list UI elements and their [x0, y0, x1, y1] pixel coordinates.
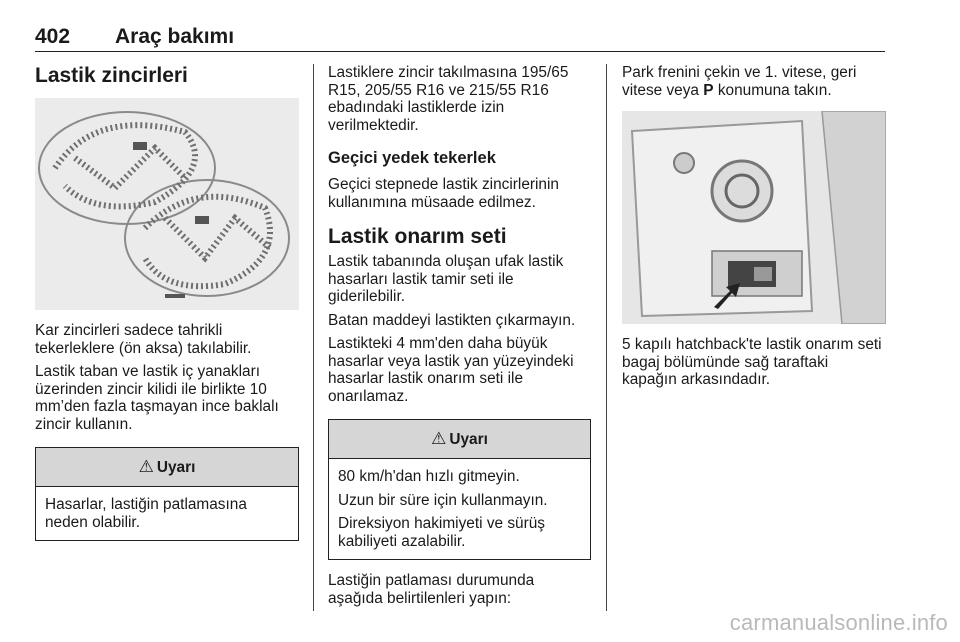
warning-text: Hasarlar, lastiğin patlamasına neden olabilir.: [45, 496, 247, 531]
warning-box: [328, 419, 591, 560]
warning-box: [35, 447, 299, 541]
page-header: [35, 25, 885, 52]
warning-line: Direksiyon hakimiyeti ve sürüş kabiliyeti azalabilir.: [338, 515, 545, 550]
trunk-side-panel-illustration: [622, 111, 886, 324]
watermark: carmanualsonline.info: [729, 610, 948, 635]
section-title-tyre-repair-kit: Lastik onarım seti: [328, 225, 507, 248]
paragraph: [622, 64, 886, 99]
paragraph: Lastik tabanında oluşan ufak lastik hasarları lastik tamir seti ile giderilebilir.: [328, 253, 564, 305]
column-middle: [328, 64, 591, 613]
chapter-title: Araç bakımı: [115, 25, 235, 48]
warning-header: [329, 420, 590, 459]
warning-line: Uzun bir süre için kullanmayın.: [338, 491, 548, 509]
paragraph: Geçici stepnede lastik zincirlerinin kullanımına müsaade edilmez.: [328, 176, 559, 211]
subsection-title-temporary-spare: Geçici yedek tekerlek: [328, 149, 496, 167]
warning-triangle-icon: ⚠: [138, 457, 154, 476]
column-left: [35, 64, 299, 553]
warning-body: [329, 459, 590, 559]
warning-title: Uyarı: [449, 431, 488, 448]
paragraph: Kar zincirleri sadece tahrikli tekerleklere (ön aksa) takılabilir.: [35, 322, 252, 357]
paragraph: Lastiğin patlaması durumunda aşağıda belirtilenleri yapın:: [328, 572, 535, 607]
warning-body: [36, 487, 298, 540]
paragraph: Lastikteki 4 mm'den daha büyük hasarlar veya lastik yan yüzeyindeki hasarlar lastik onarım seti ile onarılamaz.: [328, 335, 574, 405]
page-number: 402: [35, 25, 71, 48]
warning-header: [36, 448, 298, 487]
paragraph: Batan maddeyi lastikten çıkarmayın.: [328, 311, 576, 329]
warning-triangle-icon: ⚠: [431, 429, 447, 448]
snow-chains-illustration: [35, 98, 299, 310]
warning-line: 80 km/h'dan hızlı gitmeyin.: [338, 468, 520, 485]
paragraph: Lastik taban ve lastik iç yanakları üzerinden zincir kilidi ile birlikte 10 mm’den fazla taşmayan ince baklalı zincir kullanın.: [35, 363, 279, 433]
column-divider: [606, 64, 607, 611]
section-title-snow-chains: Lastik zincirleri: [35, 64, 188, 87]
warning-title: Uyarı: [156, 459, 196, 476]
text-run: konumuna takın.: [713, 81, 832, 99]
paragraph: 5 kapılı hatchback'te lastik onarım seti bagaj bölümünde sağ taraftaki kapağın arkasındadır.: [622, 336, 882, 388]
column-right: [622, 64, 886, 395]
paragraph: Lastiklere zincir takılmasına 195/65 R15, 205/55 R16 ve 215/55 R16 ebadındaki lastiklerde izin verilmektedir.: [328, 64, 569, 134]
gear-position-p: P: [703, 81, 714, 99]
text-run: Park frenini çekin ve 1. vitese, geri vitese veya: [622, 64, 857, 99]
column-divider: [313, 64, 314, 611]
